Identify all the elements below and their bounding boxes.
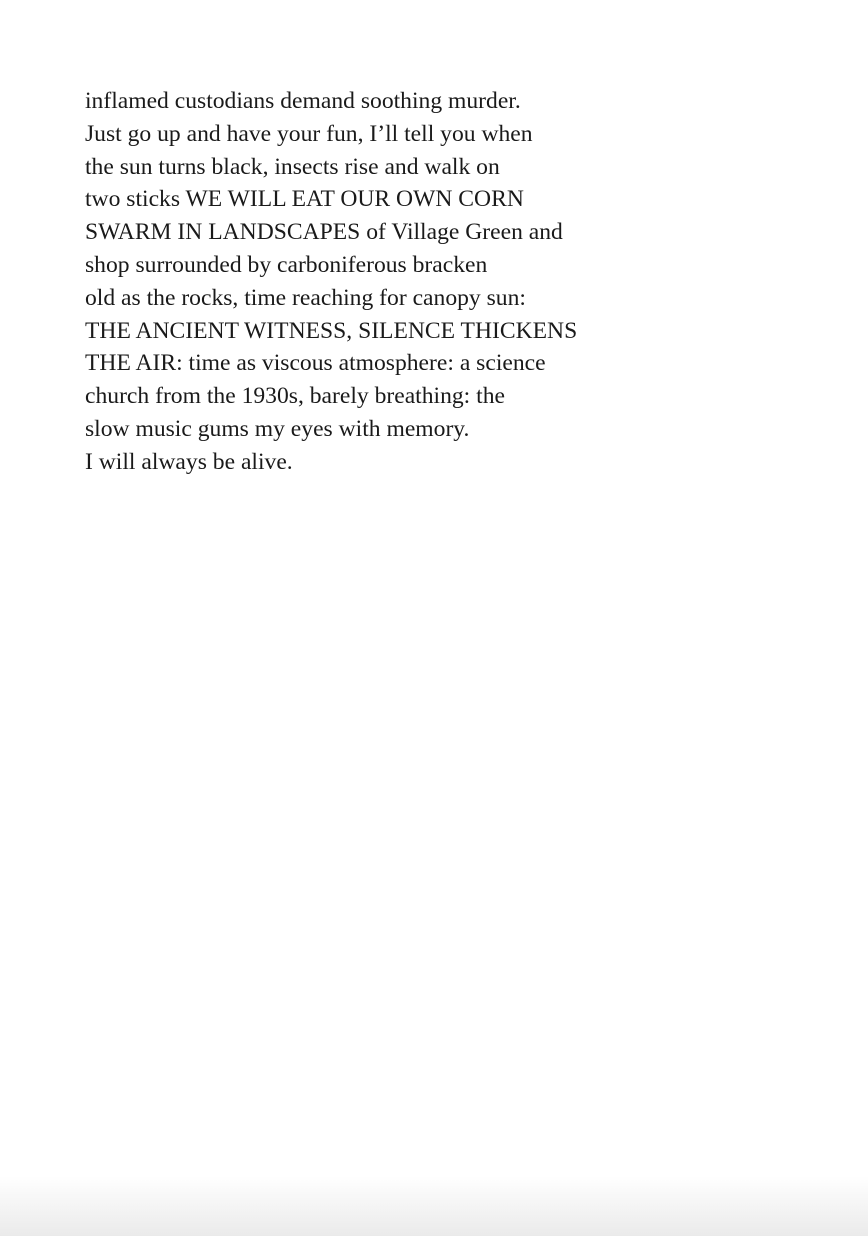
poem-line: I will always be alive.	[85, 448, 293, 475]
poem-text	[85, 85, 825, 479]
poem-line: the sun turns black, insects rise and walk on	[85, 153, 500, 180]
poem-line: SWARM IN LANDSCAPES of Village Green and	[85, 219, 563, 246]
poem-line: two sticks WE WILL EAT OUR OWN CORN	[85, 186, 524, 213]
poem-line: old as the rocks, time reaching for canopy sun:	[85, 284, 526, 311]
poem-line: THE AIR: time as viscous atmosphere: a science	[85, 350, 546, 377]
poem-line: church from the 1930s, barely breathing: the	[85, 383, 505, 410]
poem-line: Just go up and have your fun, I’ll tell you when	[85, 120, 533, 147]
poem-line: shop surrounded by carboniferous bracken	[85, 251, 488, 278]
page-bottom-shadow	[0, 1176, 868, 1236]
poem-line: inflamed custodians demand soothing murder.	[85, 88, 521, 114]
poem-line: slow music gums my eyes with memory.	[85, 415, 470, 442]
poem-line: THE ANCIENT WITNESS, SILENCE THICKENS	[85, 317, 578, 344]
